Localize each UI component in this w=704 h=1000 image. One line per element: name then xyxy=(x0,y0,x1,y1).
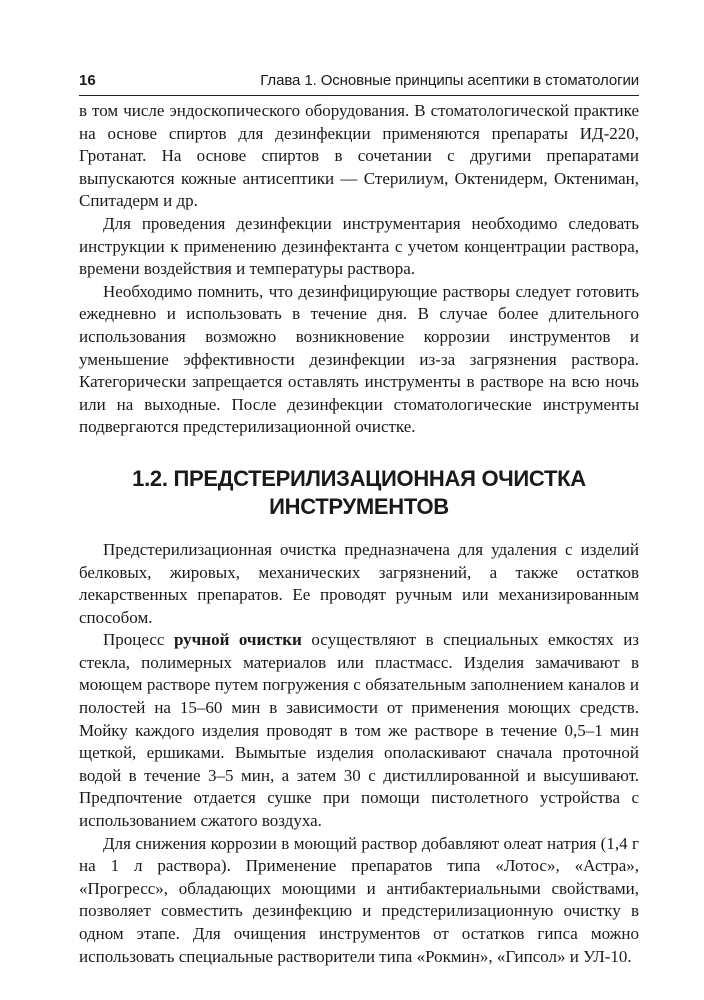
paragraph: Для проведения дезинфекции инструментария необходимо следовать инструкции к применению дезинфектанта с учетом концентрации раствора, времени воздействия и температуры раствора. xyxy=(79,213,639,279)
section-heading-line: 1.2. ПРЕДСТЕРИЛИЗАЦИОННАЯ ОЧИСТКА xyxy=(132,465,586,491)
page-header xyxy=(79,70,639,94)
paragraph xyxy=(79,629,639,832)
running-chapter-title: Глава 1. Основные принципы асептики в стоматологии xyxy=(260,72,639,89)
paragraph: Предстерилизационная очистка предназначена для удаления с изделий белковых, жировых, механических загрязнений, а также остатков лекарственных препаратов. Ее проводят ручным или механизированным способом. xyxy=(79,539,639,627)
paragraph-text: осуществляют в специальных емкостях из стекла, полимерных материалов или пластмасс. Изделия замачивают в моющем растворе путем погружения с обязательным заполнением каналов и полостей на 15–60 мин в зависимости от применения моющих средств. Мойку каждого изделия проводят в том же растворе в течение 0,5–1 мин щеткой, ершиками. Вымытые изделия ополаскивают сначала проточной водой в течение 3–5 мин, а затем 30 с дистиллированной и высушивают. Предпочтение отдается сушке при помощи пистолетного устройства с использованием сжатого воздуха. xyxy=(79,630,640,831)
section-heading-line: ИНСТРУМЕНТОВ xyxy=(269,493,449,519)
bold-term: ручной очистки xyxy=(173,630,302,650)
paragraph: Для снижения коррозии в моющий раствор добавляют олеат натрия (1,4 г на 1 л раствора). Применение препаратов типа «Лотос», «Астра», «Прогресс», обладающих моющими и антибактериальными свойствами, позволяет совместить дезинфекцию и предстерилизационную очистку в одном этапе. Для очищения инструментов от остатков гипса можно использовать специальные растворители типа «Рокмин», «Гипсол» и УЛ-10. xyxy=(79,833,639,966)
paragraph-text: Процесс xyxy=(103,630,174,650)
section-heading xyxy=(79,465,639,521)
page-number: 16 xyxy=(79,72,96,89)
paragraph-continued: в том числе эндоскопического оборудования. В стоматологической практике на основе спиртов для дезинфекции применяются препараты ИД-220, Гротанат. На основе спиртов в сочетании с другими препаратами выпускаются кожные антисептики — Стерилиум, Октенидерм, Октениман, Спитадерм и др. xyxy=(79,101,639,211)
header-divider xyxy=(79,95,639,96)
paragraph: Необходимо помнить, что дезинфицирующие растворы следует готовить ежедневно и использовать в течение дня. В случае более длительного использования возможно возникновение коррозии инструментов и уменьшение эффективности дезинфекции из-за загрязнения раствора. Категорически запрещается оставлять инструменты в растворе на всю ночь или на выходные. После дезинфекции стоматологические инструменты подвергаются предстерилизационной очистке. xyxy=(79,281,639,437)
page-body xyxy=(79,100,639,968)
